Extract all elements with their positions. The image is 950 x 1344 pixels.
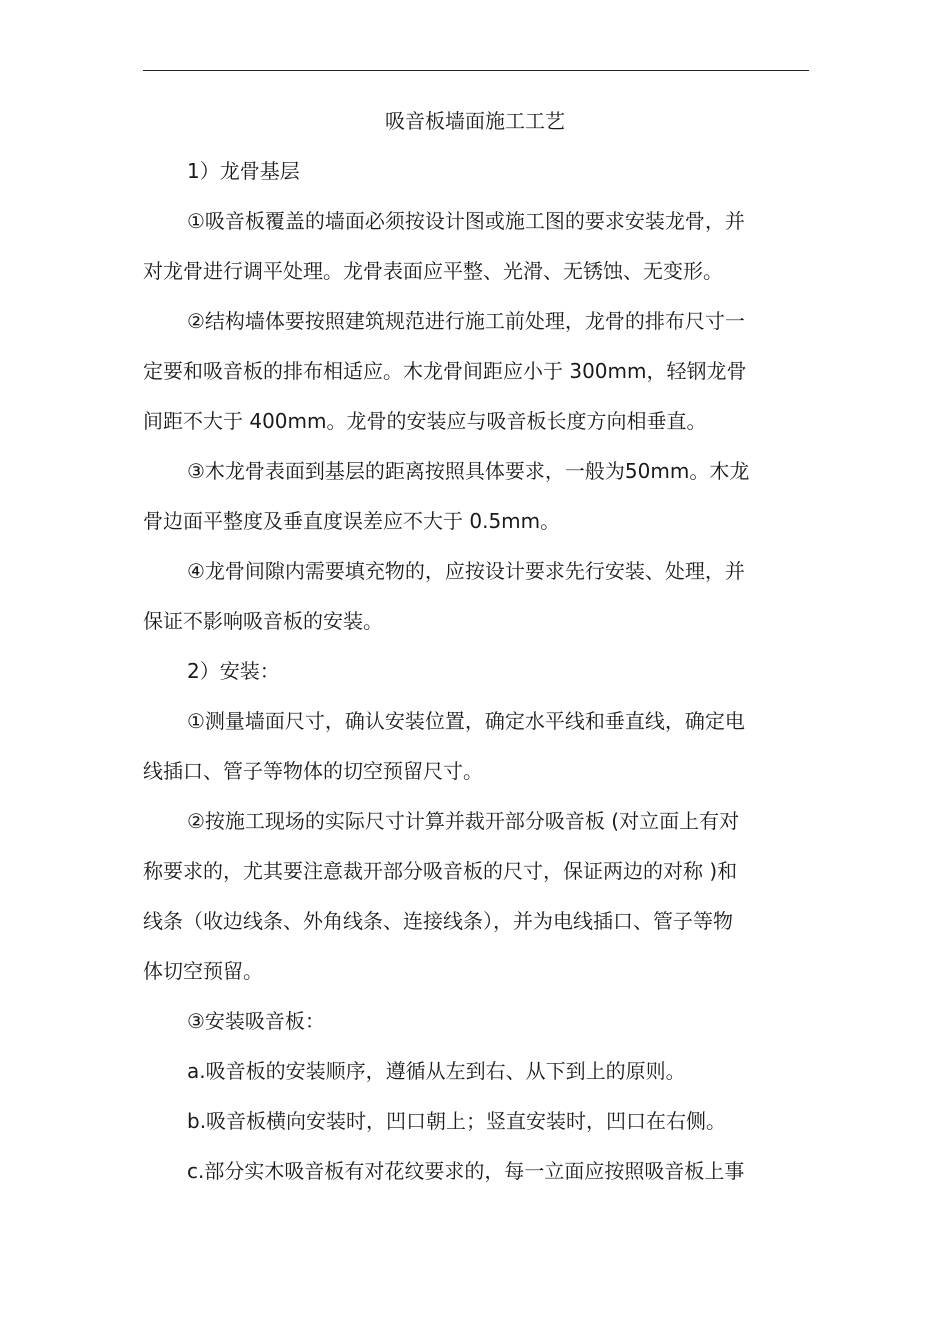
paragraph-line: ②结构墙体要按照建筑规范进行施工前处理，龙骨的排布尺寸一 [187,309,745,333]
paragraph-line: ①测量墙面尺寸，确认安装位置，确定水平线和垂直线，确定电 [187,709,745,733]
paragraph-line: ④龙骨间隙内需要填充物的，应按设计要求先行安装、处理，并 [187,559,745,583]
header-rule [143,70,809,71]
section-heading-installation: 2）安装： [187,659,280,683]
paragraph-line: ①吸音板覆盖的墙面必须按设计图或施工图的要求安装龙骨，并 [187,209,745,233]
paragraph-line: 定要和吸音板的排布相适应。木龙骨间距应小于 300mm，轻钢龙骨 [143,359,747,383]
paragraph-line: ②按施工现场的实际尺寸计算并裁开部分吸音板 (对立面上有对 [187,809,740,833]
paragraph-line: 体切空预留。 [143,959,263,983]
paragraph-line: a.吸音板的安装顺序，遵循从左到右、从下到上的原则。 [187,1059,686,1083]
paragraph-line: ③安装吸音板： [187,1009,325,1033]
paragraph-line: 间距不大于 400mm。龙骨的安装应与吸音板长度方向相垂直。 [143,409,707,433]
paragraph-line: 称要求的，尤其要注意裁开部分吸音板的尺寸，保证两边的对称 )和 [143,859,738,883]
paragraph-line: ③木龙骨表面到基层的距离按照具体要求，一般为50mm。木龙 [187,459,750,483]
paragraph-line: 对龙骨进行调平处理。龙骨表面应平整、光滑、无锈蚀、无变形。 [143,259,723,283]
document-title: 吸音板墙面施工工艺 [385,109,565,133]
section-heading-keel-base: 1）龙骨基层 [187,159,300,183]
paragraph-line: b.吸音板横向安装时，凹口朝上；竖直安装时，凹口在右侧。 [187,1109,727,1133]
paragraph-line: 保证不影响吸音板的安装。 [143,609,383,633]
paragraph-line: c.部分实木吸音板有对花纹要求的，每一立面应按照吸音板上事 [187,1159,745,1183]
paragraph-line: 线条（收边线条、外角线条、连接线条），并为电线插口、管子等物 [143,909,733,933]
paragraph-line: 骨边面平整度及垂直度误差应不大于 0.5mm。 [143,509,561,533]
paragraph-line: 线插口、管子等物体的切空预留尺寸。 [143,759,483,783]
